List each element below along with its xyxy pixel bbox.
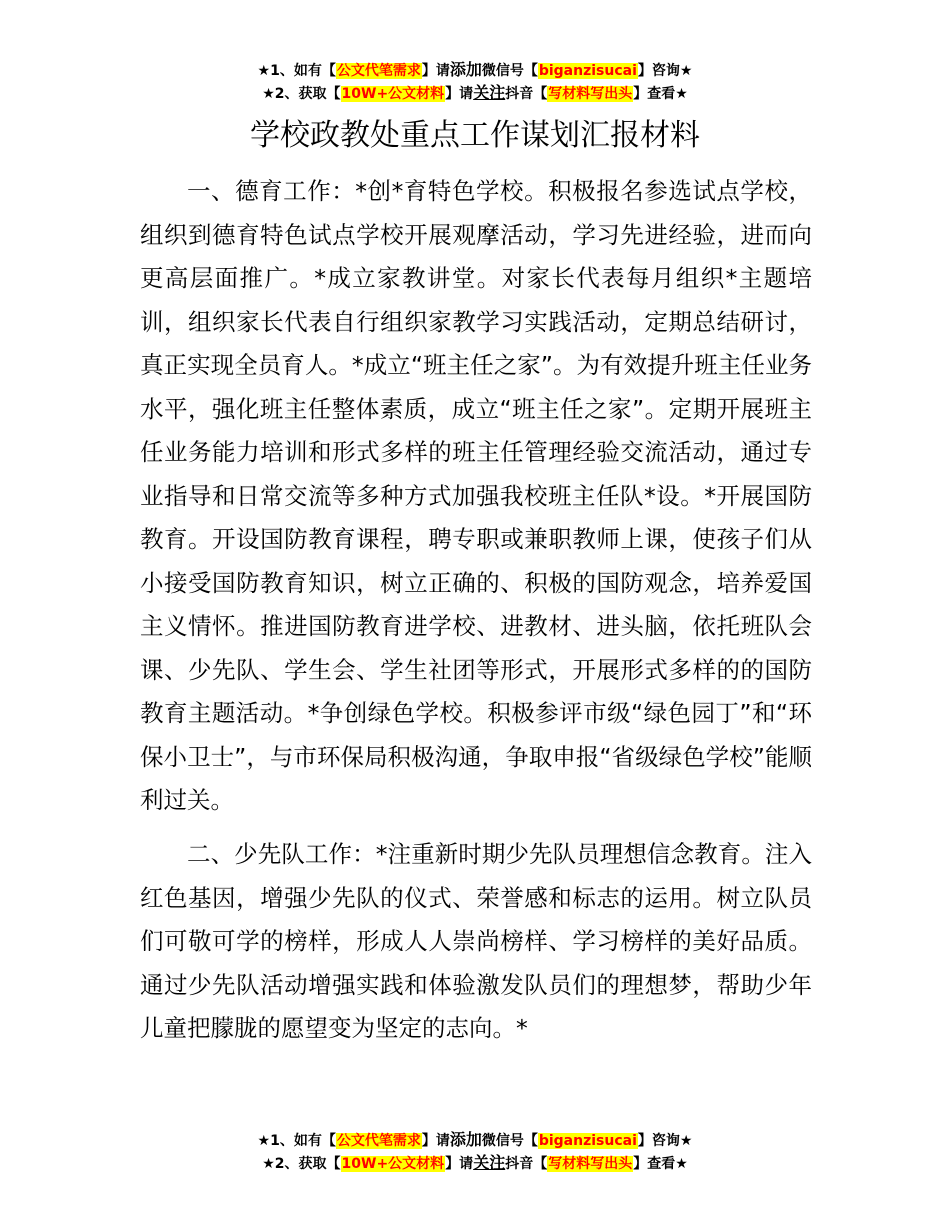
banner-text: 微信号【 [481,63,538,79]
banner-text: ★1、如有【 [257,63,336,79]
banner-text: ★2、获取【 [262,1156,341,1172]
highlight-wechat-id: biganzisucai [538,1133,637,1149]
banner-text: 】咨询★ [637,63,693,79]
banner-text: 抖音【 [505,1156,548,1172]
banner-text: 】请 [445,1156,474,1172]
banner-text: 】查看★ [633,86,688,102]
banner-text: 】查看★ [633,1156,688,1172]
banner-text: 】请 [421,63,450,79]
banner-line-2 [0,1152,950,1175]
banner-text: ★2、获取【 [262,86,341,102]
highlight-service: 公文代笔需求 [336,1133,421,1149]
footer-banner [0,1129,950,1175]
banner-line-1 [0,1129,950,1152]
highlight-service: 公文代笔需求 [336,63,421,79]
banner-emphasis: 添加 [449,1130,482,1149]
paragraph-moral-education: 一、德育工作：*创*育特色学校。积极报名参选试点学校，组织到德育特色试点学校开展观摩活动，学习先进经验，进而向更高层面推广。*成立家教讲堂。对家长代表每月组织*主题培训，组织家长代表自行组织家教学习实践活动，定期总结研讨，真正实现全员育人。*成立“班主任之家”。为有效提升班主任业务水平，强化班主任整体素质，成立“班主任之家”。定期开展班主任业务能力培训和形式多样的班主任管理经验交流活动，通过专业指导和日常交流等多种方式加强我校班主任队*设。*开展国防教育。开设国防教育课程，聘专职或兼职教师上课，使孩子们从小接受国防教育知识，树立正确的、积极的国防观念，培养爱国主义情怀。推进国防教育进学校、进教材、进头脑，依托班队会课、少先队、学生会、学生社团等形式，开展形式多样的的国防教育主题活动。*争创绿色学校。积极参评市级“绿色园丁”和“环保小卫士”，与市环保局积极沟通，争取申报“省级绿色学校”能顺利过关。 [140,177,812,814]
banner-emphasis: 关注 [473,83,506,102]
banner-emphasis: 关注 [473,1153,506,1172]
banner-text: 抖音【 [505,86,548,102]
highlight-materials: 10W+公文材料 [341,1156,445,1172]
highlight-materials: 10W+公文材料 [341,86,445,102]
banner-text: 微信号【 [481,1133,538,1149]
banner-text: ★1、如有【 [257,1133,336,1149]
banner-line-2 [0,82,950,105]
highlight-douyin: 写材料写出头 [548,86,633,102]
banner-line-1 [0,59,950,82]
header-banner [0,59,950,105]
banner-text: 】请 [445,86,474,102]
highlight-wechat-id: biganzisucai [538,63,637,79]
banner-text: 】请 [421,1133,450,1149]
banner-text: 】咨询★ [637,1133,693,1149]
highlight-douyin: 写材料写出头 [548,1156,633,1172]
document-title: 学校政教处重点工作谋划汇报材料 [250,118,700,153]
banner-emphasis: 添加 [449,60,482,79]
paragraph-young-pioneers: 二、少先队工作：*注重新时期少先队员理想信念教育。注入红色基因，增强少先队的仪式、荣誉感和标志的运用。树立队员们可敬可学的榜样，形成人人崇尚榜样、学习榜样的美好品质。通过少先队活动增强实践和体验激发队员们的理想梦，帮助少年儿童把朦胧的愿望变为坚定的志向。* [140,840,812,1042]
